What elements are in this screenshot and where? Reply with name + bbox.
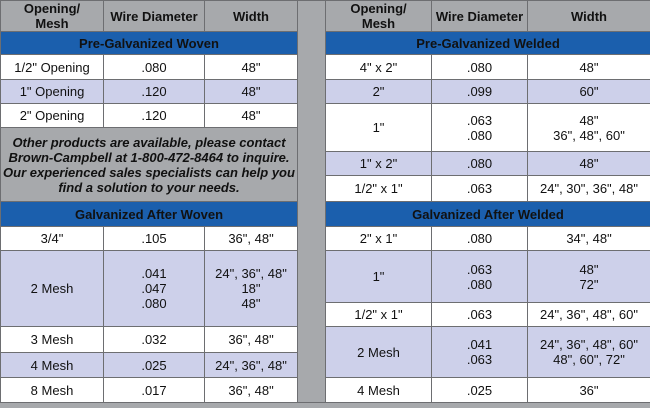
cell-width: 36", 48" <box>205 227 298 251</box>
header-width: Width <box>528 1 650 32</box>
cell-opening: 3/4" <box>1 227 104 251</box>
table-row <box>326 152 650 176</box>
cell-width: 60" <box>528 80 650 104</box>
cell-opening: 3 Mesh <box>1 327 104 353</box>
cell-width: 24", 30", 36", 48" <box>528 176 650 202</box>
table-row <box>326 176 650 202</box>
cell-opening: 1" x 2" <box>326 152 432 176</box>
cell-opening: 4 Mesh <box>1 353 104 378</box>
section-title-pre-galvanized-welded: Pre-Galvanized Welded <box>326 32 650 55</box>
table-row <box>1 104 326 128</box>
cell-opening: 8 Mesh <box>1 378 104 403</box>
table-row <box>326 303 650 327</box>
contact-note: Other products are available, please contact Brown-Campbell at 1-800-472-8464 to inquire. Our experienced sales specialists can help you find a solution to your needs. <box>1 128 298 202</box>
cell-opening: 1" Opening <box>1 80 104 104</box>
cell-wire: .080 <box>432 227 528 251</box>
cell-opening: 2 Mesh <box>326 327 432 378</box>
cell-wire: .041 .063 <box>432 327 528 378</box>
table-row <box>1 378 326 403</box>
section-title-pre-galvanized-woven: Pre-Galvanized Woven <box>1 32 298 55</box>
section-title-galvanized-after-woven: Galvanized After Woven <box>1 202 298 227</box>
cell-wire: .063 <box>432 176 528 202</box>
cell-wire: .025 <box>104 353 205 378</box>
cell-wire: .017 <box>104 378 205 403</box>
table-row <box>326 80 650 104</box>
cell-wire: .041 .047 .080 <box>104 251 205 327</box>
cell-opening: 2 Mesh <box>1 251 104 327</box>
cell-opening: 1" <box>326 251 432 303</box>
table-row <box>1 353 326 378</box>
cell-wire: .063 <box>432 303 528 327</box>
cell-width: 48" <box>205 80 298 104</box>
cell-width: 34", 48" <box>528 227 650 251</box>
table-row <box>1 251 326 327</box>
cell-width: 36", 48" <box>205 327 298 353</box>
cell-wire: .080 <box>432 55 528 80</box>
cell-wire: .105 <box>104 227 205 251</box>
table-row <box>1 55 326 80</box>
cell-wire: .063 .080 <box>432 251 528 303</box>
cell-wire: .063 .080 <box>432 104 528 152</box>
section-title-galvanized-after-welded: Galvanized After Welded <box>326 202 650 227</box>
cell-width: 48" 36", 48", 60" <box>528 104 650 152</box>
cell-opening: 1/2" x 1" <box>326 303 432 327</box>
table-row <box>326 327 650 378</box>
cell-width: 24", 36", 48", 60" <box>528 303 650 327</box>
cell-opening: 1" <box>326 104 432 152</box>
cell-width: 36", 48" <box>205 378 298 403</box>
cell-opening: 2" Opening <box>1 104 104 128</box>
table-row <box>1 227 326 251</box>
cell-opening: 1/2" x 1" <box>326 176 432 202</box>
table-row <box>326 251 650 303</box>
welded-table <box>325 0 650 403</box>
cell-wire: .099 <box>432 80 528 104</box>
gutter <box>298 1 326 403</box>
cell-wire: .120 <box>104 104 205 128</box>
header-width: Width <box>205 1 298 32</box>
cell-width: 24", 36", 48", 60" 48", 60", 72" <box>528 327 650 378</box>
cell-width: 24", 36", 48" 18" 48" <box>205 251 298 327</box>
cell-wire: .025 <box>432 378 528 403</box>
table-row <box>326 55 650 80</box>
header-wire-diameter: Wire Diameter <box>432 1 528 32</box>
cell-opening: 1/2" Opening <box>1 55 104 80</box>
woven-table <box>0 0 326 403</box>
header-opening: Opening/ Mesh <box>326 1 432 32</box>
table-row <box>326 378 650 403</box>
table-row <box>326 104 650 152</box>
cell-width: 48" <box>528 55 650 80</box>
header-opening: Opening/ Mesh <box>1 1 104 32</box>
cell-width: 48" <box>528 152 650 176</box>
cell-wire: .080 <box>432 152 528 176</box>
cell-width: 48" 72" <box>528 251 650 303</box>
header-wire-diameter: Wire Diameter <box>104 1 205 32</box>
cell-width: 48" <box>205 55 298 80</box>
table-row <box>326 227 650 251</box>
cell-width: 24", 36", 48" <box>205 353 298 378</box>
cell-wire: .080 <box>104 55 205 80</box>
table-row <box>1 327 326 353</box>
cell-wire: .120 <box>104 80 205 104</box>
cell-opening: 4 Mesh <box>326 378 432 403</box>
cell-width: 36" <box>528 378 650 403</box>
cell-wire: .032 <box>104 327 205 353</box>
cell-opening: 4" x 2" <box>326 55 432 80</box>
cell-opening: 2" x 1" <box>326 227 432 251</box>
cell-width: 48" <box>205 104 298 128</box>
cell-opening: 2" <box>326 80 432 104</box>
table-row <box>1 80 326 104</box>
